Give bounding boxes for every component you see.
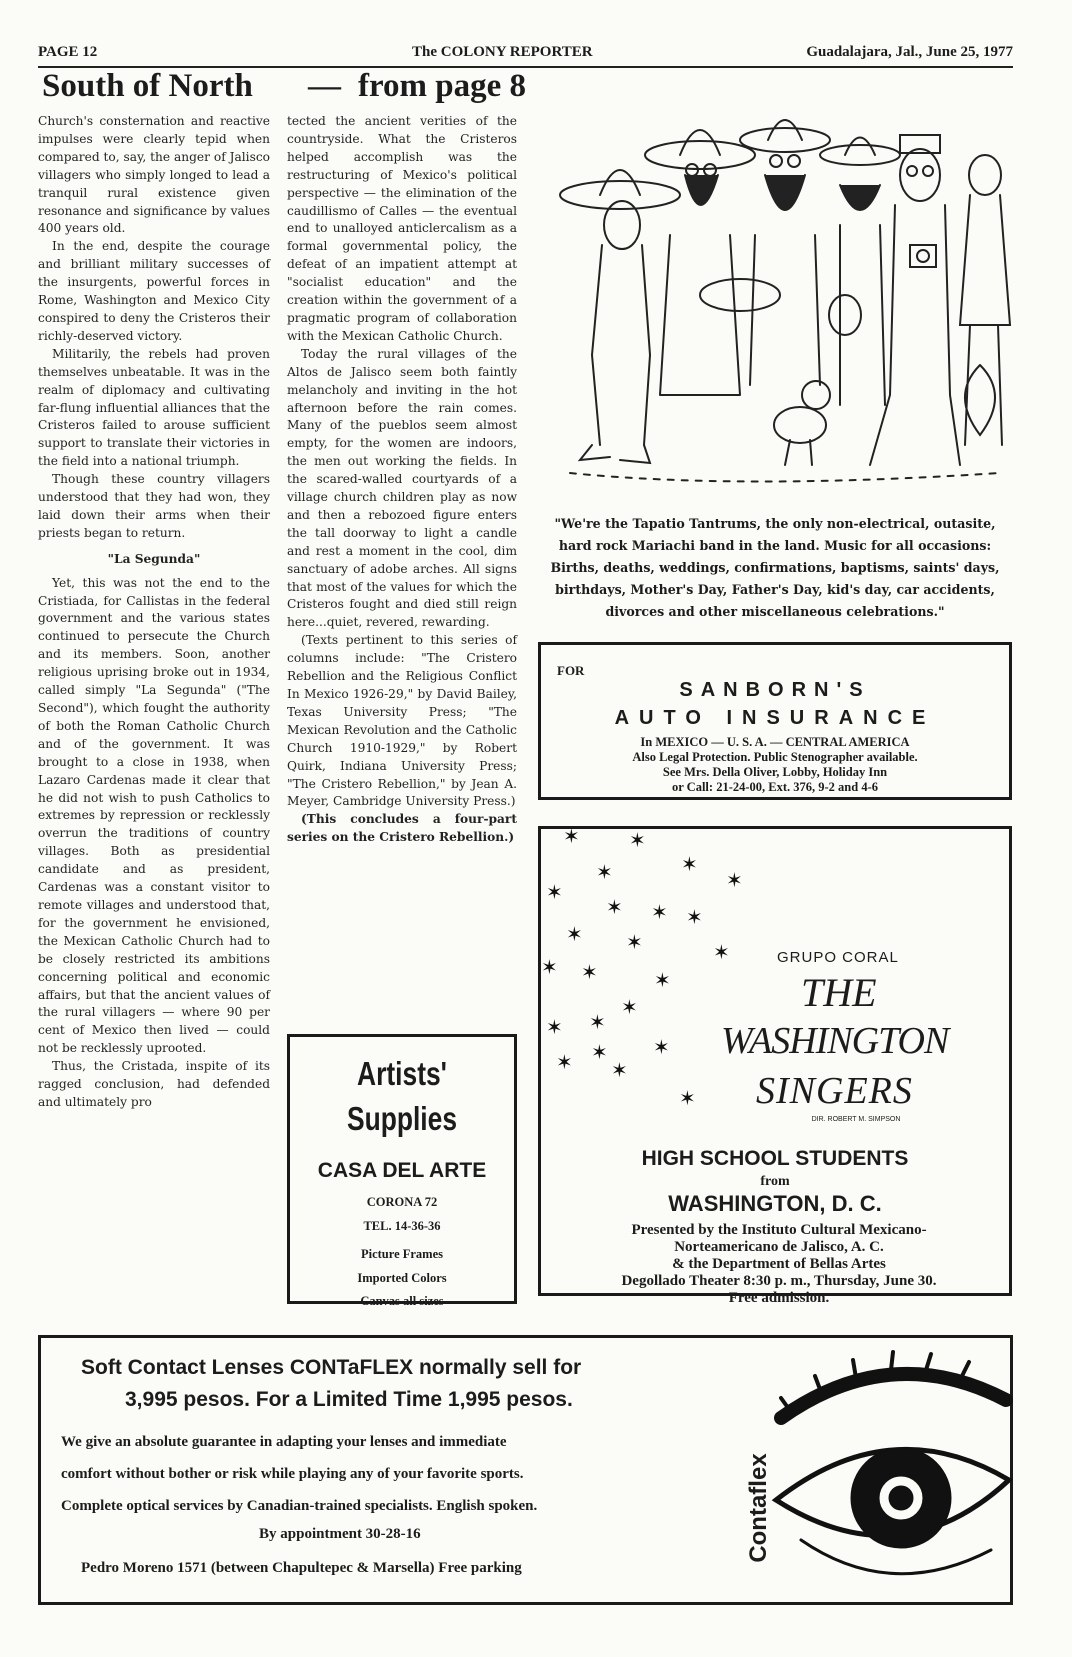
ad-product-name: AUTO INSURANCE [614, 707, 936, 729]
svg-text:✶: ✶ [606, 895, 623, 919]
svg-text:✶: ✶ [654, 968, 671, 992]
washington-singers-concert-ad [538, 824, 1012, 1306]
paragraph: Yet, this was not the end to the Cristiada, for Callistas in the federal government and the various states continued to persecute the Church and its members. Soon, another religious uprising broke out in 1934, called simply "La Segunda" ("The Second"), which fought the authority of both the Roman Catholic Church and of the government. It was brought to a close in 1938, when Lazaro Cardenas made it clear that he did not wish to push Catholics to extremes by repression or recklessly overrun the traditions of country villages. Both as presidential candidate and as president, Cardenas was a constant visitor to remote villages and understood that, for the government he envisioned, the Mexican Catholic Church had to be closely restricted its ambitions concerning political and economic affairs, but that the ancient values of the rural villagers — where 90 per cent of Mexico then lived — could not be recklessly uprooted. [38, 575, 270, 1056]
svg-text:✶: ✶ [591, 1040, 608, 1064]
paragraph: Though these country villagers understood that they had won, they laid down their arms when their priests began to return. [38, 472, 270, 540]
svg-text:✶: ✶ [653, 1035, 670, 1059]
ad-detail-line: In MEXICO — U. S. A. — CENTRAL AMERICA [640, 735, 910, 749]
dateline: Guadalajara, Jal., June 25, 1977 [806, 44, 1013, 60]
svg-text:✶: ✶ [589, 1010, 606, 1034]
admission-note: Free admission. [728, 1290, 830, 1306]
store-name: CASA DEL ARTE [317, 1159, 487, 1182]
ad-price-line: 3,995 pesos. For a Limited Time 1,995 pesos. [125, 1388, 573, 1411]
article-headline [38, 68, 528, 108]
svg-text:✶: ✶ [546, 880, 563, 904]
event-time: Degollado Theater 8:30 p. m., Thursday, June 30. [621, 1273, 937, 1289]
store-address: CORONA 72 [366, 1195, 438, 1209]
ad-details [541, 735, 1009, 795]
svg-text:✶: ✶ [596, 860, 613, 884]
svg-text:✶: ✶ [629, 828, 646, 852]
subheading: "La Segunda" [107, 551, 201, 566]
ad-for-label: FOR [557, 663, 585, 678]
paragraph: tected the ancient verities of the countryside. What the Cristeros helped accomplish was the restructuring of Mexico's political perspective — the elimination of the caudillismo of Calles — the eventual end to unalloyed anticlercalism as a formal governmental policy, the defeat of an impatient attempt at "socialist education" and the creation within the government of a pragmatic program of collaboration with the Mexican Catholic Church. [287, 114, 517, 343]
ad-detail-line: See Mrs. Della Oliver, Lobby, Holiday Inn [662, 765, 888, 779]
paragraph: In the end, despite the courage and brilliant military successes of the insurgents, powerful forces in Rome, Washington and Mexico City conspired to deny the Cristeros their richly-deserved victory. [38, 239, 270, 343]
headline-dash: — [308, 68, 341, 104]
ad-body-line: We give an absolute guarantee in adapting your lenses and immediate [61, 1434, 507, 1450]
svg-text:✶: ✶ [679, 1086, 696, 1110]
ad-body [61, 1426, 721, 1522]
presenter-details [559, 1222, 999, 1307]
paragraph: (Texts pertinent to this series of columns include: "The Cristero Rebellion and the Religious Conflict In Mexico 1926-29," by David Bailey, Texas University Press; "The Mexican Revolution and the Catholic Church 1910-1929," by Robert Quirk, Indiana University Press; "The Cristero Rebellion," by Jean A. Meyer, Cambridge University Press.) [287, 633, 517, 809]
paragraph: Militarily, the rebels had proven themselves unbeatable. It was in the realm of diplomacy and cultivating far-flung influential alliances that the Cristeros failed to arouse sufficient support to translate their victories in the field into a national triumph. [38, 346, 270, 469]
ad-title [312, 1051, 491, 1141]
contact-lenses-ad [38, 1335, 1013, 1605]
svg-text:✶: ✶ [556, 1050, 573, 1074]
choir-name-singers: SINGERS [756, 1070, 913, 1112]
ad-body-line: comfort without bother or risk while playing any of your favorite sports. [61, 1466, 524, 1482]
presenter-line: Norteamericano de Jalisco, A. C. [674, 1239, 884, 1255]
page-header [38, 44, 1013, 64]
article-column-1 [38, 113, 270, 1320]
svg-text:✶: ✶ [713, 940, 730, 964]
students-heading: HIGH SCHOOL STUDENTS [641, 1147, 909, 1170]
artists-supplies-ad [287, 1034, 517, 1308]
from-label: from [760, 1174, 790, 1189]
store-phone: TEL. 14-36-36 [363, 1219, 441, 1233]
svg-text:✶: ✶ [621, 995, 638, 1019]
eye-illustration [771, 1340, 1011, 1602]
presenter-line: Presented by the Instituto Cultural Mexicano- [631, 1222, 927, 1238]
svg-text:✶: ✶ [581, 960, 598, 984]
ad-detail-line: Also Legal Protection. Public Stenographer available. [632, 750, 918, 764]
publication-name: The COLONY REPORTER [412, 44, 593, 60]
ad-company-name: SANBORN'S [679, 679, 871, 701]
svg-text:✶: ✶ [566, 922, 583, 946]
ad-title-line: Supplies [346, 1100, 458, 1137]
svg-text:✶: ✶ [563, 824, 580, 848]
ad-body-line: Complete optical services by Canadian-trained specialists. English spoken. [61, 1498, 538, 1514]
svg-text:✶: ✶ [611, 1058, 628, 1082]
store-address: Pedro Moreno 1571 (between Chapultepec & Marsella) Free parking [81, 1560, 522, 1576]
svg-text:✶: ✶ [546, 1015, 563, 1039]
product-item: Imported Colors [357, 1271, 447, 1285]
product-item: Canvas all sizes [360, 1294, 444, 1308]
brand-name: Contaflex [745, 1453, 772, 1563]
svg-text:✶: ✶ [681, 852, 698, 876]
svg-text:✶: ✶ [541, 955, 558, 979]
svg-text:✶: ✶ [651, 900, 668, 924]
svg-text:✶: ✶ [726, 868, 743, 892]
stars-decoration [541, 824, 743, 1139]
product-item: Picture Frames [360, 1247, 444, 1261]
presenter-line: & the Department of Bellas Artes [672, 1256, 886, 1272]
paragraph: Today the rural villages of the Altos de Jalisco seem both faintly melancholy and inviting in the hot afternoon before the rain comes. Many of the pueblos seem almost empty, for the women are indoors, the men out working the fields. In the scared-walled courtyards of a village church children play as now and then a rebozoed figure enters the tall doorway to light a candle and rest a moment in the cool, dim sanctuary of adobe arches. All signs that most of the values for which the Cristeros fought and died still reign here...quiet, revered, rewarding. [287, 346, 517, 630]
appointment-phone: By appointment 30-28-16 [259, 1526, 421, 1542]
ad-title-line: Artists' [357, 1055, 447, 1092]
sanborns-insurance-ad [538, 642, 1012, 800]
choir-name-washington: WASHINGTON [721, 1020, 949, 1062]
ad-detail-line: or Call: 21-24-00, Ext. 376, 9-2 and 4-6 [671, 780, 878, 794]
svg-text:✶: ✶ [686, 905, 703, 929]
page-number: PAGE 12 [38, 44, 98, 60]
article-column-2 [287, 113, 517, 1023]
choir-director: DIR. ROBERT M. SIMPSON [811, 1116, 901, 1123]
cartoon-caption: "We're the Tapatio Tantrums, the only non-electrical, outasite, hard rock Mariachi band in the land. Music for all occasions: Births, deaths, weddings, confirmations, baptisms, saints' days, birthdays, Mother's Day, Father's Day, kid's day, car accidents, divorces and other miscellaneous celebrations." [550, 516, 1000, 619]
choir-group-label: GRUPO CORAL [777, 949, 899, 966]
headline-right: from page 8 [358, 68, 527, 104]
paragraph: Church's consternation and reactive impulses were clearly tepid when compared to, say, the anger of Jalisco villagers who simply longed to lead a tranquil rural existence given resonance and significance by values 400 years old. [38, 114, 270, 236]
series-note: (This concludes a four-part series on the Cristero Rebellion.) [287, 812, 517, 845]
choir-name-the: THE [801, 970, 877, 1015]
ad-headline: Soft Contact Lenses CONTaFLEX normally sell for [81, 1356, 582, 1379]
mariachi-cartoon-illustration [540, 95, 1010, 495]
paragraph: Thus, the Cristada, inspite of its ragged conclusion, had defended and ultimately pro [38, 1059, 270, 1109]
headline-left: South of North [42, 68, 253, 104]
city-heading: WASHINGTON, D. C. [668, 1191, 882, 1216]
svg-text:✶: ✶ [626, 930, 643, 954]
